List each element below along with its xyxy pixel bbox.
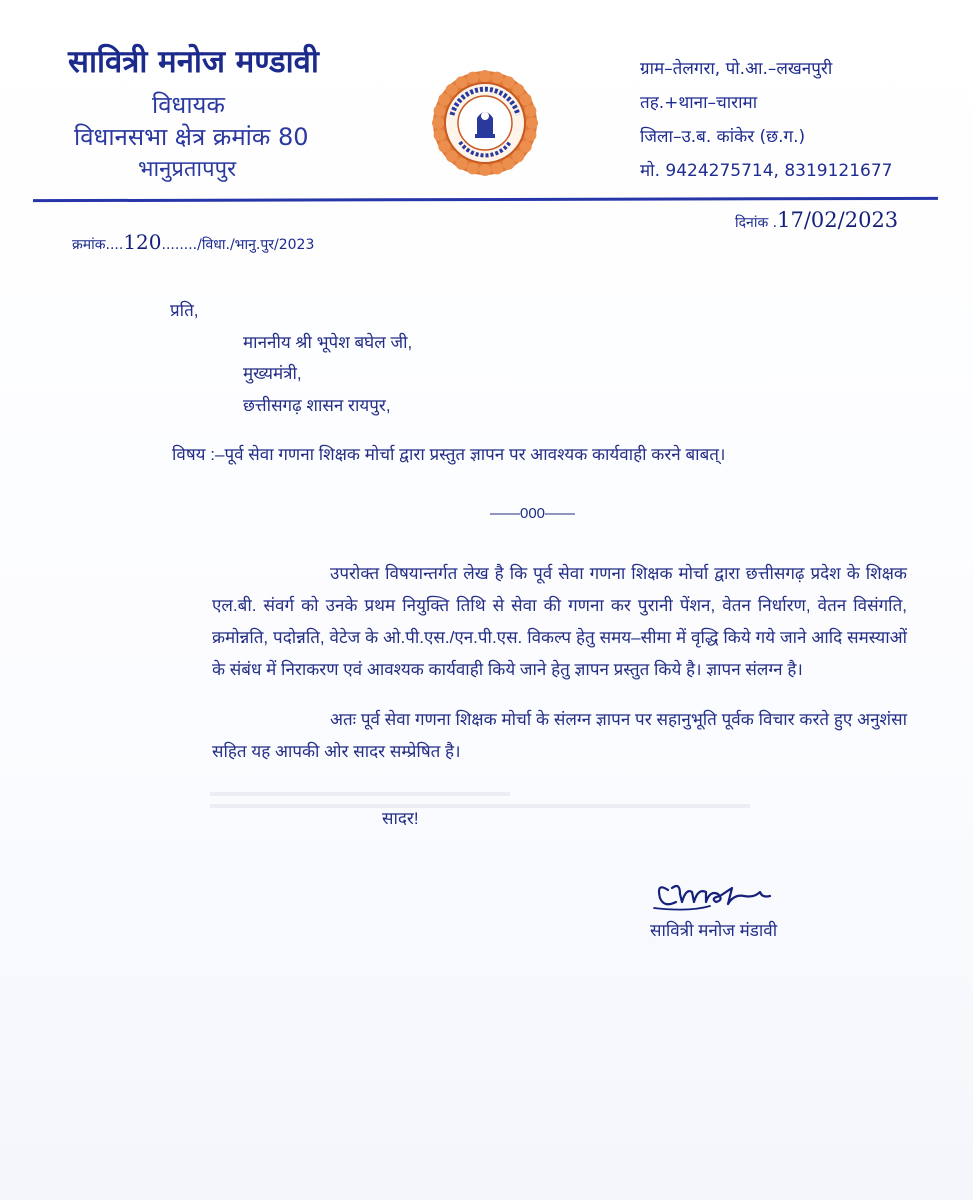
show-through-texture xyxy=(210,790,770,814)
date-value: 17/02/2023 xyxy=(777,208,899,232)
seal-petal xyxy=(491,72,503,84)
reference-number: 120 xyxy=(123,230,162,254)
seal-petal xyxy=(512,84,524,96)
constituency: विधानसभा क्षेत्र क्रमांक 80 xyxy=(74,123,309,151)
seal-petal xyxy=(434,129,446,141)
seal-petal xyxy=(524,105,536,117)
seal-petal xyxy=(479,164,491,176)
seal-petal xyxy=(456,76,468,88)
seal-petal xyxy=(467,162,479,174)
body-paragraph-1: उपरोक्त विषयान्तर्गत लेख है कि पूर्व सेवा गणना शिक्षक मोर्चा द्वारा छत्तीसगढ़ प्रदेश के शिक्षक एल.बी. संवर्ग को उनके प्रथम नियुक्ति तिथि से सेवा की गणना कर पुरानी पेंशन, वेतन निर्धारण, वेतन विसंगति, क्रमोन्नति, पदोन्नति, वेटेज के ओ.पी.एस./एन.पी.एस. विकल्प हेतु समय–सीमा में वृद्धि किये गये जाने आदि समस्याओं के संबंध में निराकरण एवं आवश्यक कार्यवाही किये जाने हेतु ज्ञापन प्रस्तुत किये है। ज्ञापन संलग्न है। xyxy=(212,564,907,679)
seal-petal xyxy=(503,158,515,170)
reference-label: क्रमांक xyxy=(72,237,106,253)
seal-petal xyxy=(526,117,538,129)
address-phone: मो. 9424275714, 8319121677 xyxy=(640,161,893,181)
address-village: ग्राम–तेलगरा, पो.आ.–लखनपुरी xyxy=(640,59,833,79)
recipient-office: छत्तीसगढ़ शासन रायपुर, xyxy=(243,396,391,415)
seal-petal xyxy=(512,150,524,162)
seal-petal xyxy=(520,141,532,153)
seal-petal xyxy=(479,70,491,82)
assembly-seal-logo xyxy=(432,70,538,176)
body-paragraph-2: अतः पूर्व सेवा गणना शिक्षक मोर्चा के संलग्न ज्ञापन पर सहानुभूति पूर्वक विचार करते हुए अनुशंसा सहित यह आपकी ओर सादर सम्प्रेषित है। xyxy=(212,710,907,761)
subject-line: विषय :–पूर्व सेवा गणना शिक्षक मोर्चा द्वारा प्रस्तुत ज्ञापन पर आवश्यक कार्यवाही करने बाबत्। xyxy=(172,445,726,464)
salutation: प्रति, xyxy=(170,301,199,320)
seal-petal xyxy=(524,129,536,141)
address-district: जिला–उ.ब. कांकेर (छ.ग.) xyxy=(640,127,806,147)
recipient-designation: मुख्यमंत्री, xyxy=(243,364,302,383)
seal-petal xyxy=(434,105,446,117)
recipient-name: माननीय श्री भूपेश बघेल जी, xyxy=(243,333,413,352)
reference-suffix: /विधा./भानु.पुर/2023 xyxy=(197,237,315,253)
seal-petal xyxy=(520,94,532,106)
seal-petal xyxy=(503,76,515,88)
seal-petal xyxy=(446,150,458,162)
letterhead-divider xyxy=(33,197,938,202)
mla-name: सावित्री मनोज मण्डावी xyxy=(68,44,319,80)
handwritten-signature xyxy=(650,868,820,918)
seal-petal xyxy=(438,94,450,106)
date-line: दिनांक .17/02/2023 xyxy=(735,208,899,232)
seal-petal xyxy=(432,117,444,129)
date-label: दिनांक xyxy=(735,215,769,231)
seal-petal xyxy=(446,84,458,96)
section-separator: ——000—— xyxy=(490,505,576,522)
seal-petal xyxy=(491,162,503,174)
place: भानुप्रतापपुर xyxy=(138,157,237,182)
reference-line: क्रमांक....120......../विधा./भानु.पुर/2023 xyxy=(72,230,315,254)
seal-petal xyxy=(456,158,468,170)
seal-petal xyxy=(467,72,479,84)
designation: विधायक xyxy=(152,91,225,119)
signatory-name: सावित्री मनोज मंडावी xyxy=(650,921,778,940)
address-tehsil: तह.+थाना–चारामा xyxy=(640,93,758,113)
closing: सादर! xyxy=(382,809,419,828)
seal-petal xyxy=(438,141,450,153)
